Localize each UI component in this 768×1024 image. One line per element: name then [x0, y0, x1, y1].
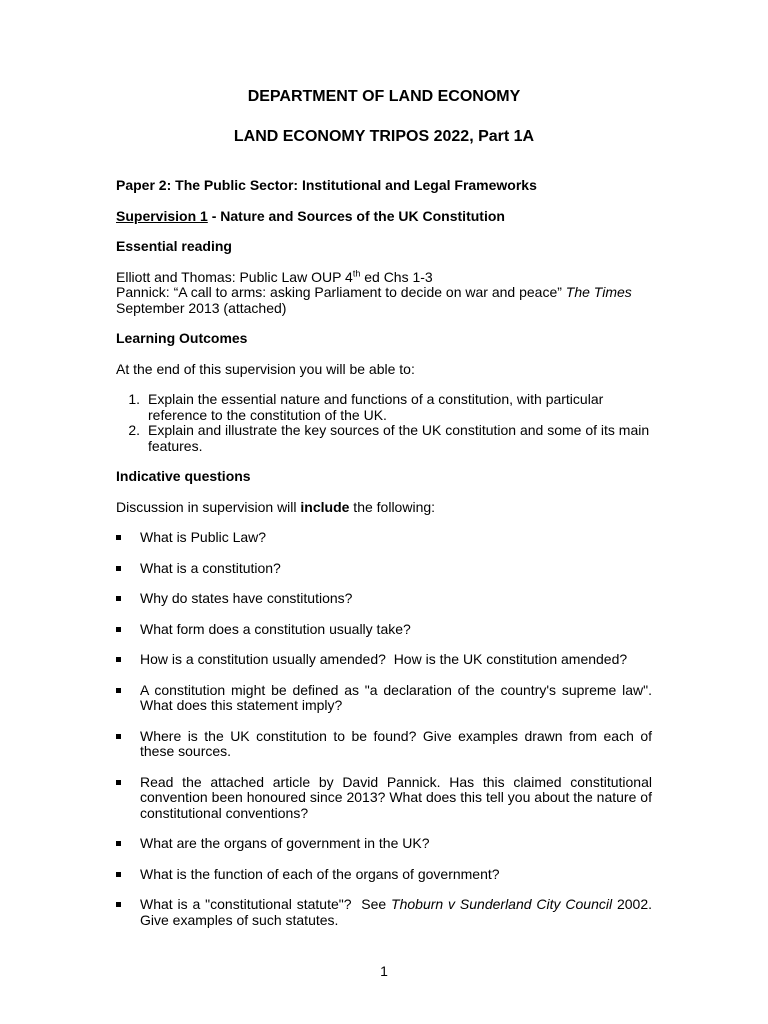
learning-outcomes-heading: Learning Outcomes [116, 330, 248, 346]
question-text: What is Public Law? [140, 529, 267, 545]
paper-title: Paper 2: The Public Sector: Institutional and Legal Frameworks [116, 177, 537, 193]
supervision-heading [116, 209, 652, 225]
question-text-post: 2002. Give examples of such statutes. [140, 896, 660, 928]
question-text-pre: What is a "constitutional statute"? See [140, 896, 392, 912]
square-bullet-icon [116, 688, 121, 693]
square-bullet-icon [116, 872, 121, 877]
document-body [116, 177, 660, 928]
question-text: What are the organs of government in the UK? [140, 835, 430, 851]
case-name: Thoburn v Sunderland City Council [391, 896, 613, 912]
list-item-number: 2. [128, 422, 140, 438]
essential-reading-heading: Essential reading [116, 238, 232, 254]
square-bullet-icon [116, 902, 121, 907]
list-item [116, 530, 652, 546]
intro-pre: Discussion in supervision will [116, 498, 301, 515]
square-bullet-icon [116, 596, 121, 601]
indicative-questions-list [116, 529, 660, 928]
list-item [116, 622, 652, 638]
square-bullet-icon [116, 535, 121, 540]
reading-line1-sup: th [352, 267, 361, 278]
list-item [116, 561, 652, 577]
reading-line2-italic: The Times [565, 284, 632, 300]
list-item [116, 896, 660, 928]
square-bullet-icon [116, 566, 121, 571]
question-text: What is the function of each of the organs of government? [140, 865, 500, 882]
indicative-questions-heading: Indicative questions [116, 468, 251, 484]
list-item [116, 836, 652, 852]
square-bullet-icon [116, 780, 121, 785]
question-text: Where is the UK constitution to be found? Give examples drawn from each of these sources. [140, 727, 652, 759]
supervision-topic: Nature and Sources of the UK Constitution [220, 207, 505, 224]
list-item [116, 729, 652, 760]
supervision-separator: - [207, 207, 221, 224]
question-text: A constitution might be defined as "a declaration of the country's supreme law". What does this statement imply? [140, 681, 652, 713]
reading-line1-post: ed Chs 1-3 [360, 268, 433, 285]
department-title: DEPARTMENT OF LAND ECONOMY [247, 88, 521, 105]
reading-line2-pre: Pannick: “A call to arms: asking Parliament to decide on war and peace” [116, 284, 566, 300]
intro-bold: include [300, 498, 350, 515]
tripos-title: LAND ECONOMY TRIPOS 2022, Part 1A [233, 128, 535, 145]
question-text: How is a constitution usually amended? How is the UK constitution amended? [140, 651, 628, 667]
intro-post: the following: [349, 498, 436, 515]
list-item [116, 423, 652, 454]
learning-outcomes-list [116, 392, 652, 454]
reading-line3: September 2013 (attached) [116, 299, 287, 316]
list-item [116, 867, 652, 883]
page-number: 1 [380, 963, 388, 979]
question-text: What form does a constitution usually take? [140, 620, 411, 637]
list-item [116, 683, 652, 714]
question-text: Read the attached article by David Pannick. Has this claimed constitutional convention been honoured since 2013? What does this tell you about the nature of constitutional conventions? [140, 773, 652, 821]
learning-outcomes-intro: At the end of this supervision you will be able to: [116, 360, 415, 377]
reading-line1-pre: Elliott and Thomas: Public Law OUP 4 [116, 268, 353, 285]
list-item-text: Explain and illustrate the key sources of the UK constitution and some of its main features. [148, 422, 650, 454]
supervision-label: Supervision 1 [116, 207, 208, 224]
list-item [116, 591, 652, 607]
question-text: What is a constitution? [140, 559, 281, 576]
square-bullet-icon [116, 841, 121, 846]
question-text: Why do states have constitutions? [140, 590, 353, 606]
list-item [116, 652, 652, 668]
list-item [116, 775, 652, 822]
square-bullet-icon [116, 657, 121, 662]
list-item [116, 392, 652, 423]
list-item-text: Explain the essential nature and functions of a constitution, with particular reference to the constitution of the UK. [148, 391, 604, 423]
square-bullet-icon [116, 734, 121, 739]
reading-list [116, 267, 652, 317]
indicative-questions-intro [116, 500, 652, 516]
square-bullet-icon [116, 627, 121, 632]
list-item-number: 1. [128, 391, 140, 407]
